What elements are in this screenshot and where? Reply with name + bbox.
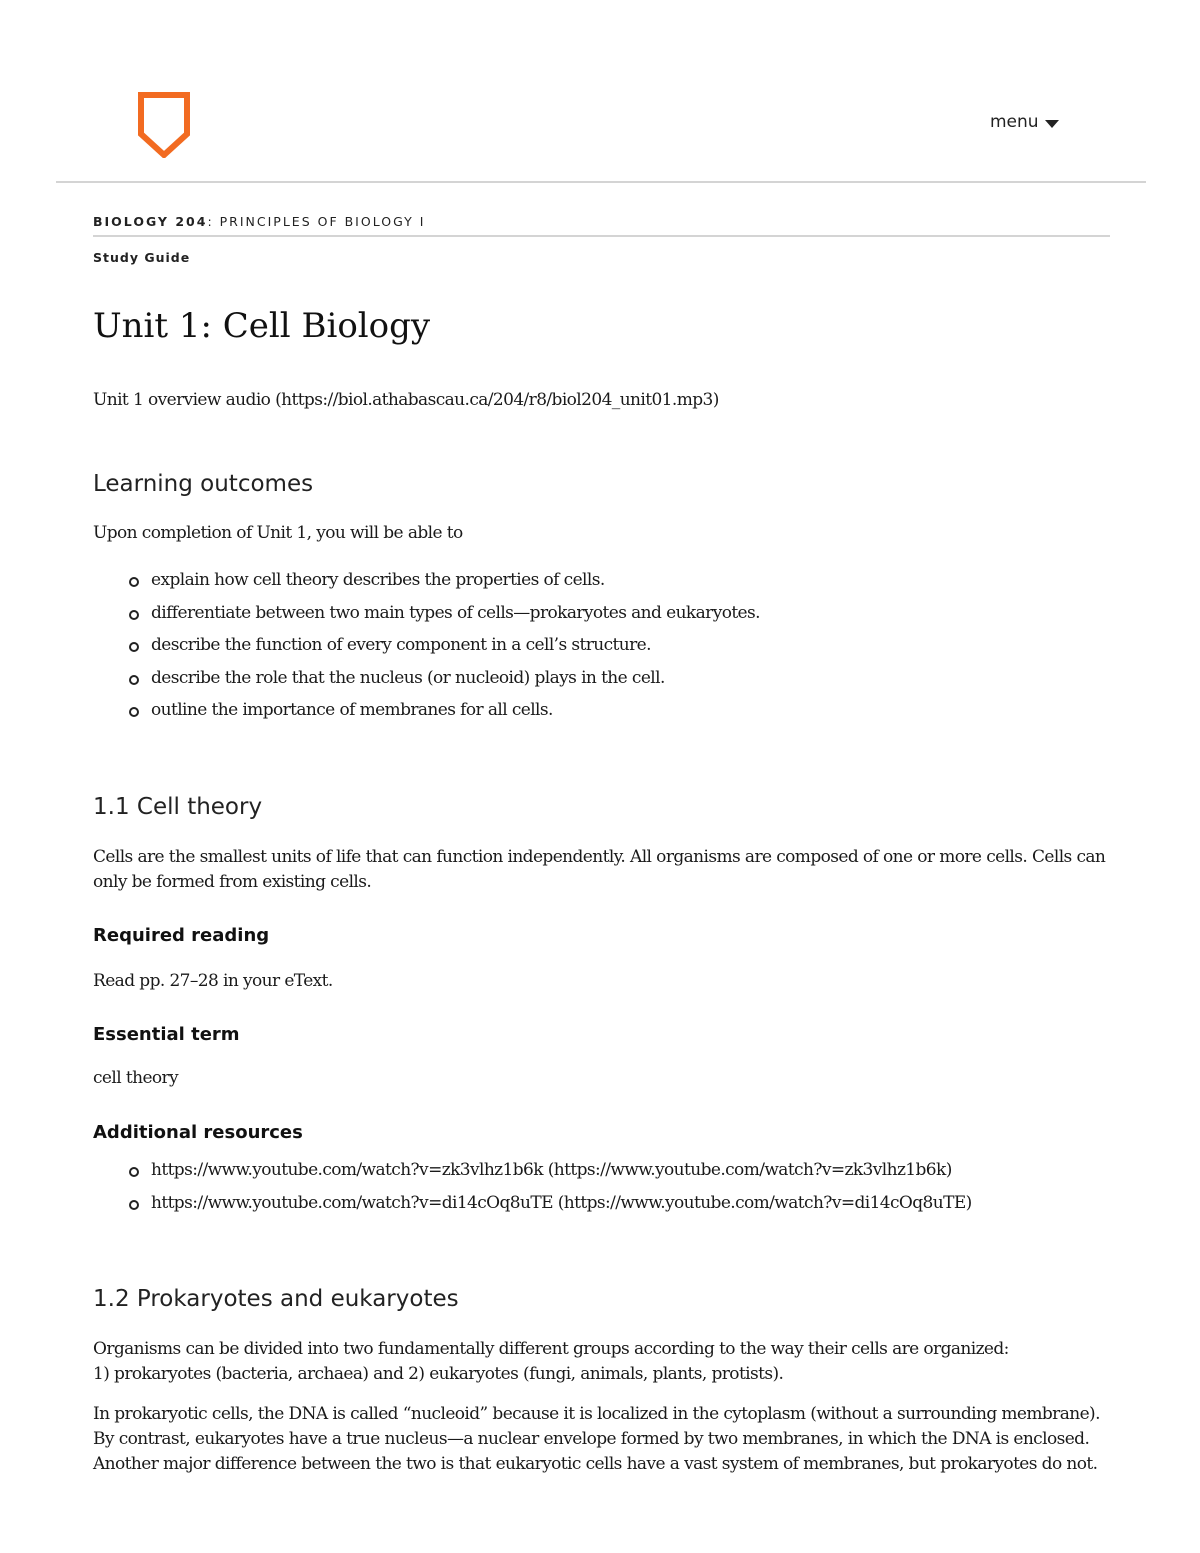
list-item: describe the role that the nucleus (or nucleoid) plays in the cell. <box>93 666 760 699</box>
paragraph-line: 1) prokaryotes (bacteria, archaea) and 2) eukaryotes (fungi, animals, plants, protists). <box>93 1364 784 1384</box>
menu-label: menu <box>990 112 1039 132</box>
paragraph-line: only be formed from existing cells. <box>93 872 372 892</box>
resource-link[interactable]: https://www.youtube.com/watch?v=di14cOq8uTE (https://www.youtube.com/watch?v=di14cOq8uTE) <box>93 1191 972 1224</box>
learning-outcomes-list <box>93 568 760 731</box>
caret-down-icon <box>1045 120 1059 128</box>
prokaryotes-paragraph-1 <box>93 1337 1009 1387</box>
course-title <box>93 214 425 229</box>
cell-theory-heading: 1.1 Cell theory <box>93 794 263 820</box>
paragraph-line: Another major difference between the two is that eukaryotic cells have a vast system of membranes, but prokaryotes do not. <box>93 1454 1098 1474</box>
learning-intro: Upon completion of Unit 1, you will be able to <box>93 523 463 543</box>
paragraph-line: In prokaryotic cells, the DNA is called “nucleoid” because it is localized in the cytoplasm (without a surrounding membrane). <box>93 1404 1100 1424</box>
learning-outcomes-heading: Learning outcomes <box>93 471 314 497</box>
course-divider <box>93 235 1110 237</box>
additional-resources-list <box>93 1158 972 1223</box>
required-reading-heading: Required reading <box>93 925 270 946</box>
additional-resources-heading: Additional resources <box>93 1122 303 1143</box>
header-divider <box>56 181 1146 183</box>
list-item: differentiate between two main types of cells—prokaryotes and eukaryotes. <box>93 601 760 634</box>
paragraph-line: By contrast, eukaryotes have a true nucleus—a nuclear envelope formed by two membranes, in which the DNA is enclosed. <box>93 1429 1090 1449</box>
required-reading-text: Read pp. 27–28 in your eText. <box>93 971 333 991</box>
essential-term-heading: Essential term <box>93 1024 240 1045</box>
essential-term-text: cell theory <box>93 1068 179 1088</box>
cell-theory-paragraph <box>93 845 1105 895</box>
audio-link[interactable]: Unit 1 overview audio (https://biol.athabascau.ca/204/r8/biol204_unit01.mp3) <box>93 390 719 410</box>
paragraph-line: Cells are the smallest units of life that can function independently. All organisms are composed of one or more cells. Cells can <box>93 847 1106 867</box>
resource-link[interactable]: https://www.youtube.com/watch?v=zk3vlhz1b6k (https://www.youtube.com/watch?v=zk3vlhz1b6k) <box>93 1158 972 1191</box>
prokaryotes-eukaryotes-heading: 1.2 Prokaryotes and eukaryotes <box>93 1286 459 1312</box>
section-label: Study Guide <box>93 250 191 265</box>
course-code: BIOLOGY 204 <box>93 214 208 229</box>
course-name: : PRINCIPLES OF BIOLOGY I <box>207 214 426 229</box>
shield-logo-icon[interactable] <box>138 92 190 158</box>
list-item: explain how cell theory describes the properties of cells. <box>93 568 760 601</box>
prokaryotes-paragraph-2 <box>93 1402 1100 1477</box>
list-item: describe the function of every component in a cell’s structure. <box>93 633 760 666</box>
menu-button[interactable] <box>990 112 1059 132</box>
list-item: outline the importance of membranes for all cells. <box>93 698 760 731</box>
page-title: Unit 1: Cell Biology <box>93 306 431 346</box>
paragraph-line: Organisms can be divided into two fundamentally different groups according to the way their cells are organized: <box>93 1339 1009 1359</box>
